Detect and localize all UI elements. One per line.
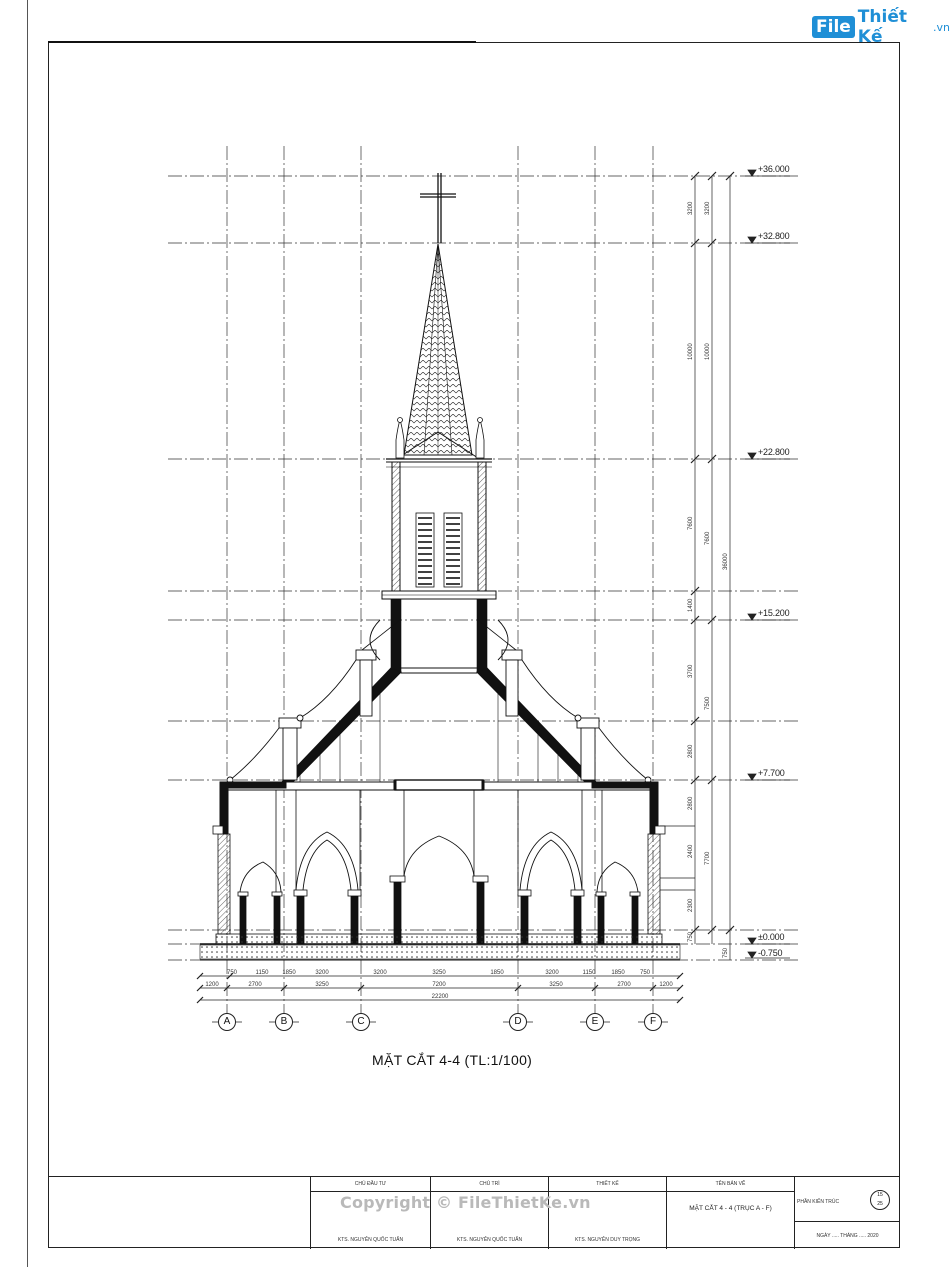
svg-text:750: 750: [723, 947, 729, 958]
bell-tower: [382, 462, 496, 673]
spire: [386, 244, 492, 459]
title-block-heading: CHỦ TRÌ: [479, 1181, 500, 1187]
title-block-col-client: [310, 1177, 430, 1249]
svg-text:3200: 3200: [688, 201, 694, 215]
svg-text:3200: 3200: [705, 201, 711, 215]
sheet-number: 15 25: [870, 1190, 890, 1210]
svg-text:1200: 1200: [205, 982, 219, 988]
svg-text:750: 750: [688, 931, 694, 942]
svg-text:3200: 3200: [315, 970, 329, 976]
title-block-drawing-name: MẶT CẮT 4 - 4 (TRỤC A - F): [689, 1205, 772, 1212]
svg-text:7200: 7200: [432, 982, 446, 988]
svg-text:3250: 3250: [549, 982, 563, 988]
svg-text:3200: 3200: [373, 970, 387, 976]
vertical-dim-texts: [688, 201, 729, 958]
title-block-date: NGÀY ..... THÁNG ..... 2020: [816, 1233, 879, 1239]
title-block-name: KTS. NGUYỄN QUỐC TUẤN: [337, 1237, 404, 1243]
axis-bubble-f: F: [644, 1013, 662, 1031]
title-block-name: KTS. NGUYỄN QUỐC TUẤN: [456, 1237, 523, 1243]
title-block-col-section: [794, 1177, 900, 1249]
svg-text:7600: 7600: [705, 531, 711, 545]
floor: [200, 934, 680, 960]
title-block-heading: CHỦ ĐẦU TƯ: [354, 1181, 387, 1187]
svg-text:10000: 10000: [705, 343, 711, 360]
svg-text:1400: 1400: [688, 598, 694, 612]
axis-bubble-c: C: [352, 1013, 370, 1031]
svg-text:750: 750: [639, 970, 651, 976]
svg-text:2700: 2700: [617, 982, 631, 988]
elevation-label: +32.800: [758, 231, 790, 241]
svg-text:1200: 1200: [659, 982, 673, 988]
svg-text:1150: 1150: [255, 970, 269, 976]
cross: [420, 173, 456, 243]
svg-text:22200: 22200: [431, 994, 449, 1000]
svg-text:2800: 2800: [688, 744, 694, 758]
title-block-discipline: PHẦN KIẾN TRÚC: [797, 1199, 840, 1205]
title-block-col-designer: [548, 1177, 666, 1249]
elevation-label: -0.750: [758, 948, 783, 958]
svg-text:750: 750: [226, 970, 238, 976]
logo-mark: File: [812, 16, 855, 38]
svg-text:2800: 2800: [688, 796, 694, 810]
svg-text:36000: 36000: [723, 553, 729, 570]
svg-text:2400: 2400: [688, 844, 694, 858]
logo-text: Thiết Kế: [857, 7, 907, 47]
elevation-markers: [745, 170, 790, 958]
title-block-col-drawing: [666, 1177, 794, 1249]
elevation-label: +22.800: [758, 447, 790, 457]
title-block-name: KTS. NGUYỄN DUY TRỌNG: [574, 1237, 641, 1243]
svg-text:3250: 3250: [315, 982, 329, 988]
svg-text:3200: 3200: [545, 970, 559, 976]
svg-text:2300: 2300: [688, 898, 694, 912]
svg-text:7600: 7600: [688, 516, 694, 530]
bottom-dim-texts: [205, 970, 673, 1000]
elevation-label: ±0.000: [758, 932, 785, 942]
svg-text:7700: 7700: [705, 851, 711, 865]
svg-text:1850: 1850: [282, 970, 296, 976]
logo-tld: .vn: [933, 20, 950, 34]
axis-bubble-a: A: [218, 1013, 236, 1031]
axis-bubble-b: B: [275, 1013, 293, 1031]
svg-text:2700: 2700: [248, 982, 262, 988]
svg-text:1150: 1150: [582, 970, 596, 976]
gothic-arches: [240, 832, 638, 892]
columns: [238, 790, 640, 944]
svg-text:3250: 3250: [432, 970, 446, 976]
copyright-watermark: Copyright © FileThietKe.vn: [340, 1193, 591, 1212]
title-block-heading: THIẾT KẾ: [596, 1181, 619, 1187]
svg-text:3700: 3700: [688, 664, 694, 678]
title-block-col-lead: [430, 1177, 548, 1249]
title-block: [48, 1176, 900, 1248]
axis-bubble-e: E: [586, 1013, 604, 1031]
svg-text:7500: 7500: [705, 696, 711, 710]
elevation-label: +36.000: [758, 164, 790, 174]
pinnacles: [227, 620, 651, 783]
svg-text:1850: 1850: [611, 970, 625, 976]
drawing-title: MẶT CẮT 4-4 (TL:1/100): [372, 1052, 533, 1068]
axis-bubble-d: D: [509, 1013, 527, 1031]
elevation-label: +15.200: [758, 608, 790, 618]
svg-text:1850: 1850: [490, 970, 504, 976]
elevation-label: +7.700: [758, 768, 785, 778]
title-block-heading: TÊN BẢN VẼ: [715, 1181, 746, 1187]
nave-structure: [213, 780, 665, 934]
roof-section: [280, 620, 598, 786]
svg-text:10000: 10000: [688, 343, 694, 360]
